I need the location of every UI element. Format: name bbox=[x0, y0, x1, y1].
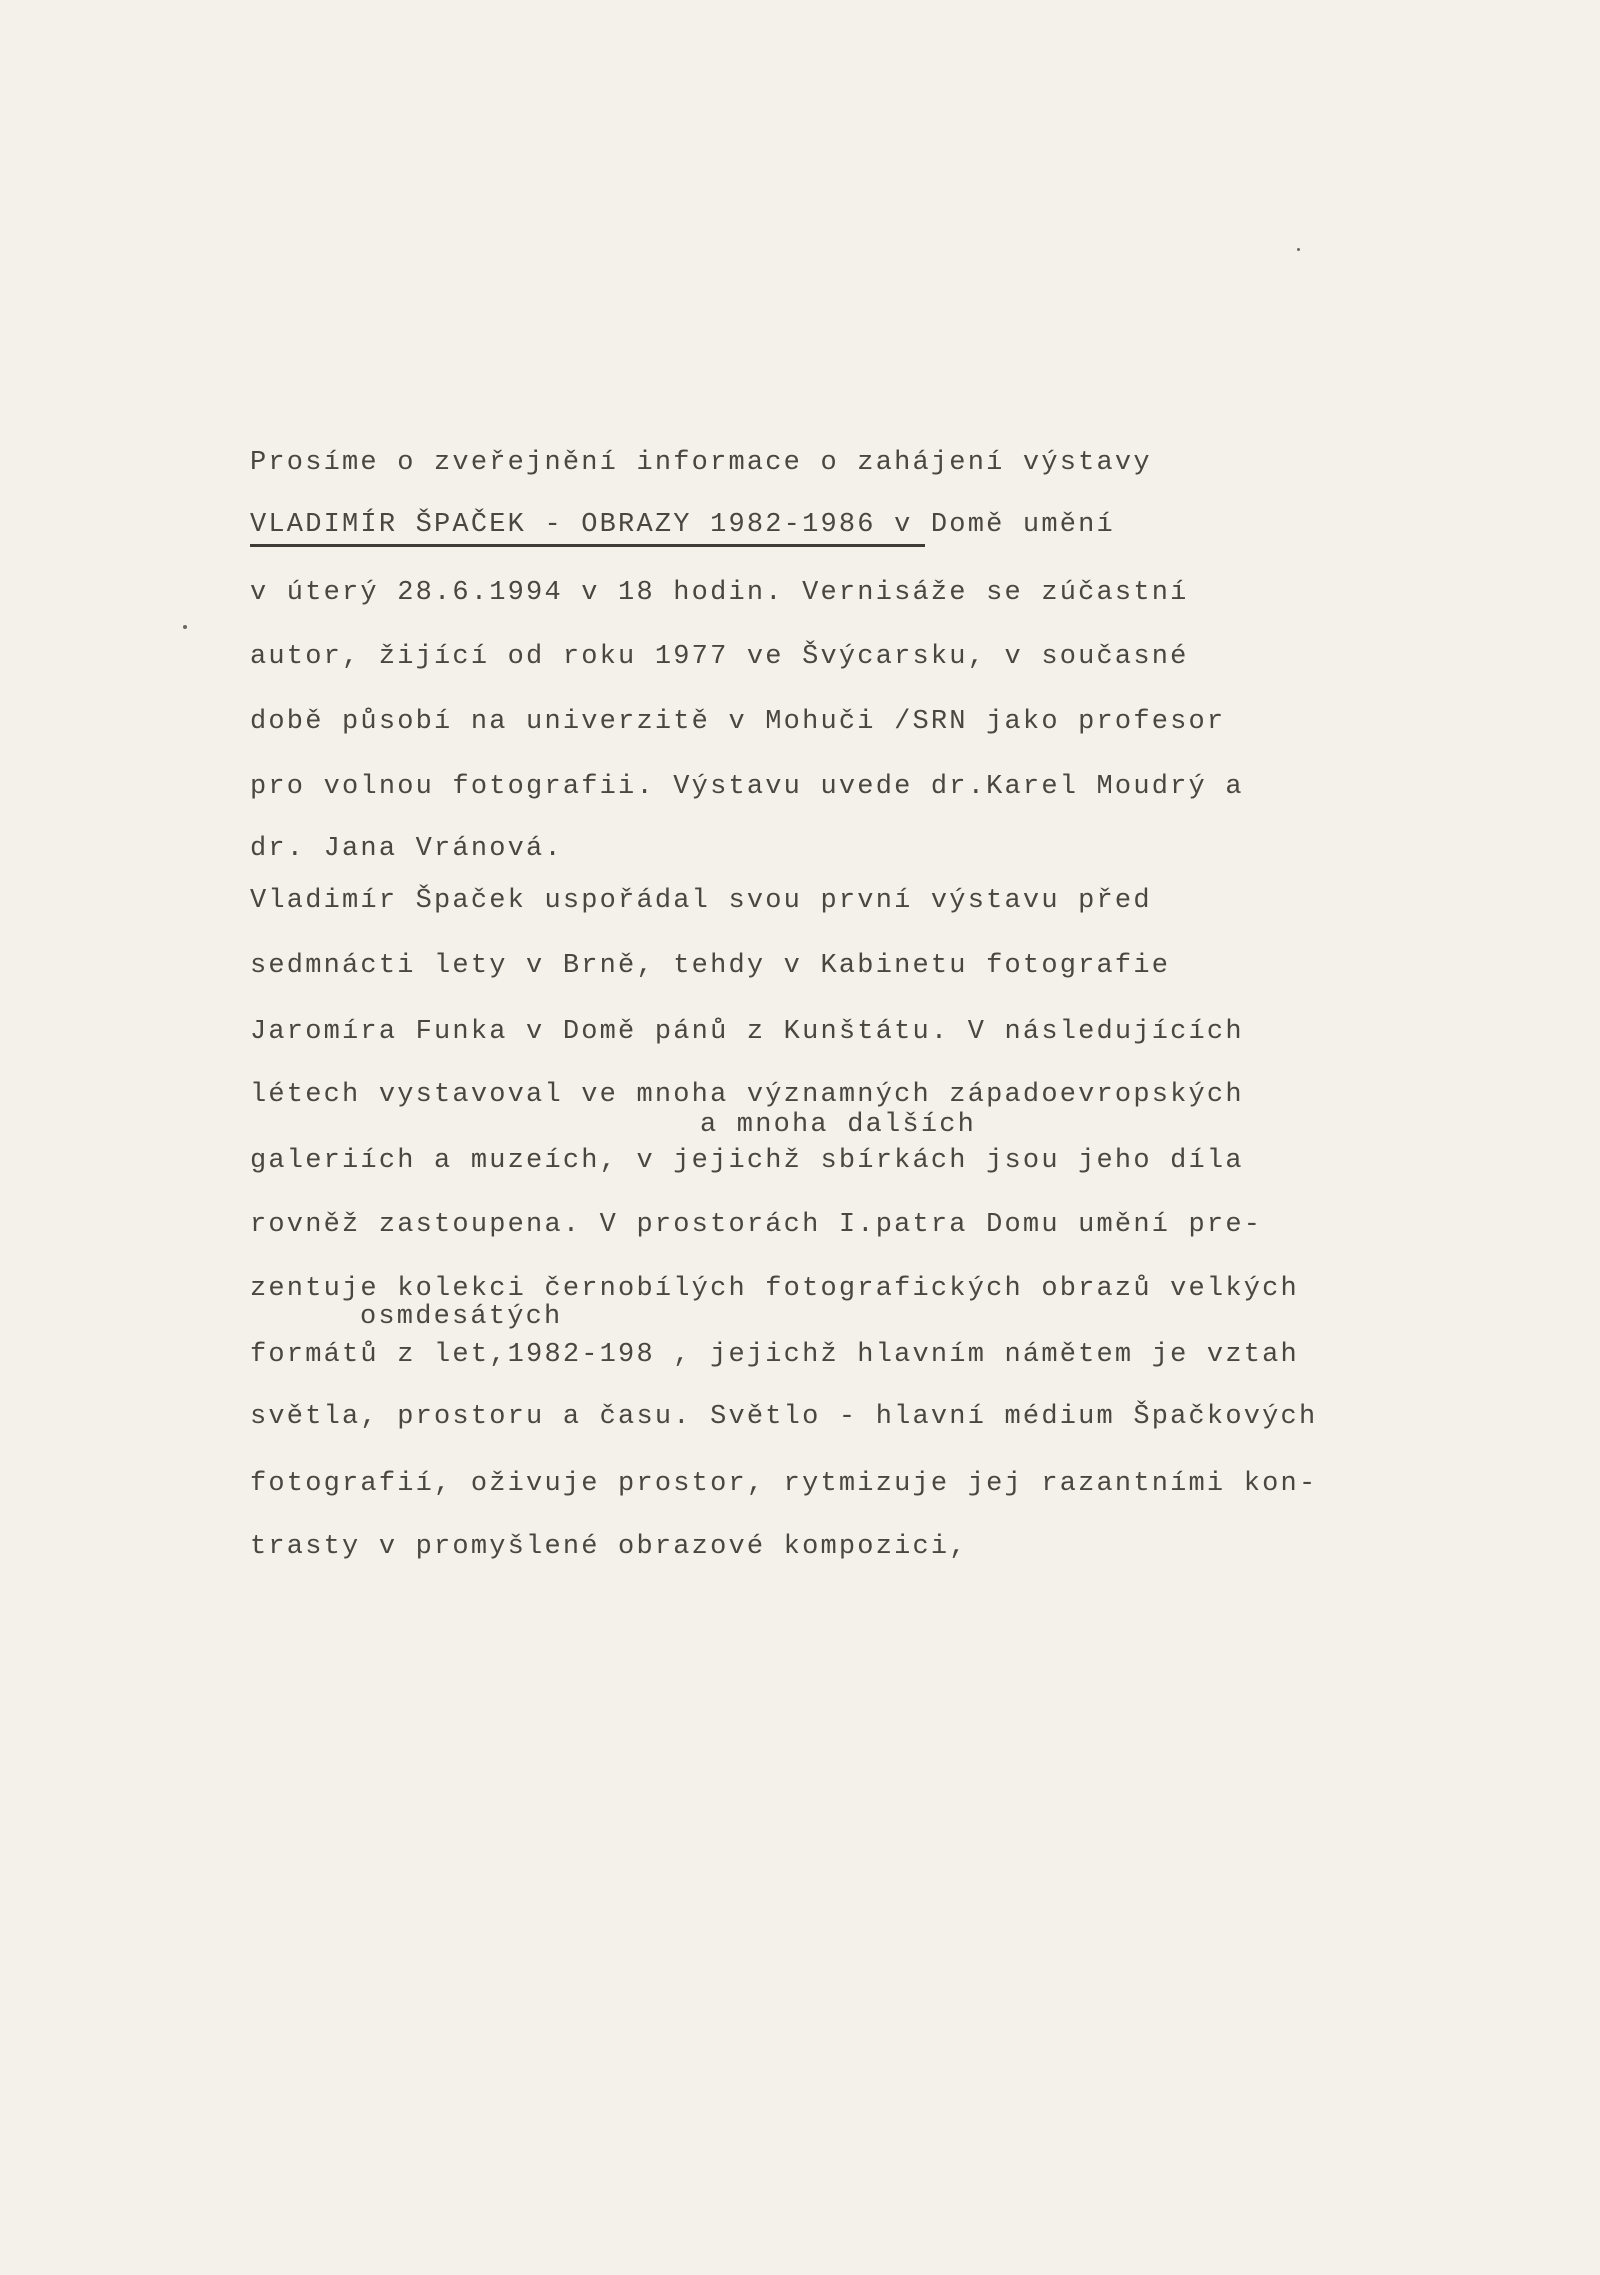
text-line-5: době působí na univerzitě v Mohuči /SRN jako profesor bbox=[250, 707, 1226, 737]
text-line-10: Jaromíra Funka v Domě pánů z Kunštátu. V následujících bbox=[250, 1017, 1244, 1047]
text-line-18: trasty v promyšlené obrazové kompozici, bbox=[250, 1532, 968, 1562]
heading-underline bbox=[250, 544, 925, 547]
text-line-13: rovněž zastoupena. V prostorách I.patra Domu umění pre- bbox=[250, 1210, 1263, 1240]
text-line-4: autor, žijící od roku 1977 ve Švýcarsku, v současné bbox=[250, 642, 1189, 672]
paper-speck bbox=[1297, 248, 1300, 251]
text-line-1: Prosíme o zveřejnění informace o zahájení výstavy bbox=[250, 448, 1152, 478]
text-line-17: fotografií, oživuje prostor, rytmizuje jej razantními kon- bbox=[250, 1469, 1318, 1499]
text-line-heading: VLADIMÍR ŠPAČEK - OBRAZY 1982-1986 v Domě umění bbox=[250, 510, 1115, 540]
text-line-16: světla, prostoru a času. Světlo - hlavní médium Špačkových bbox=[250, 1402, 1318, 1432]
paper-speck bbox=[183, 625, 187, 629]
text-insertion-2: osmdesátých bbox=[360, 1302, 563, 1332]
text-line-14: zentuje kolekci černobílých fotografických obrazů velkých bbox=[250, 1274, 1299, 1304]
text-line-8: Vladimír Špaček uspořádal svou první výstavu před bbox=[250, 886, 1152, 916]
text-line-3: v úterý 28.6.1994 v 18 hodin. Vernisáže se zúčastní bbox=[250, 578, 1189, 608]
text-insertion-1: a mnoha dalších bbox=[700, 1110, 977, 1140]
text-line-15: formátů z let,1982-198 , jejichž hlavním námětem je vztah bbox=[250, 1340, 1299, 1370]
text-line-11: létech vystavoval ve mnoha významných západoevropských bbox=[250, 1080, 1244, 1110]
text-line-12: galeriích a muzeích, v jejichž sbírkách jsou jeho díla bbox=[250, 1146, 1244, 1176]
text-line-9: sedmnácti lety v Brně, tehdy v Kabinetu fotografie bbox=[250, 951, 1171, 981]
text-line-6: pro volnou fotografii. Výstavu uvede dr.Karel Moudrý a bbox=[250, 772, 1244, 802]
text-line-7: dr. Jana Vránová. bbox=[250, 834, 563, 864]
